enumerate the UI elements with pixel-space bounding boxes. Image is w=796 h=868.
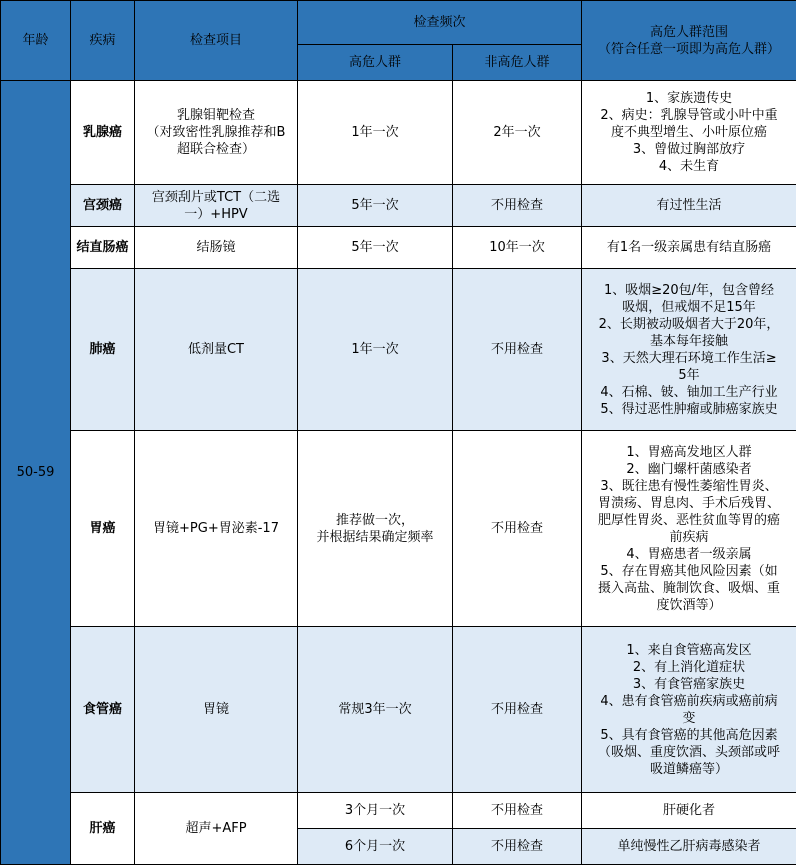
- scope-line: 胃溃疡、胃息肉、手术后残胃、: [598, 495, 781, 511]
- high-risk-frequency-cell: 6个月一次: [298, 829, 453, 865]
- scope-line: 2、幽门螺杆菌感染者: [626, 461, 752, 477]
- header-disease: 疾病: [71, 1, 135, 81]
- exam-line: 超声+AFP: [185, 821, 247, 836]
- header-exam-item: 检查项目: [135, 1, 298, 81]
- exam-line: （对致密性乳腺推荐和B: [146, 125, 286, 140]
- scope-line: 吸烟，但戒烟不足15年: [622, 299, 756, 315]
- table-row: [1, 793, 796, 829]
- table-row: [1, 269, 796, 431]
- scope-line: 4、未生育: [658, 159, 720, 174]
- scope-line: 1、家族遗传史: [645, 91, 733, 106]
- table-row: [1, 431, 796, 627]
- scope-line: 4、石棉、铍、铀加工生产行业: [600, 384, 778, 400]
- header-non-high-risk: 非高危人群: [453, 45, 582, 81]
- header-age: 年龄: [1, 1, 71, 81]
- exam-item-cell: [135, 627, 298, 793]
- scope-line: 3、既往患有慢性萎缩性胃炎、: [600, 478, 778, 494]
- disease-cell: 结直肠癌: [71, 227, 135, 269]
- non-high-risk-frequency-cell: 10年一次: [453, 227, 582, 269]
- exam-item-cell: [135, 269, 298, 431]
- non-high-risk-frequency-cell: 不用检查: [453, 793, 582, 829]
- scope-line: 5、得过恶性肿瘤或肺癌家族史: [600, 401, 778, 417]
- disease-cell: 宫颈癌: [71, 185, 135, 227]
- scope-line: 2、长期被动吸烟者大于20年，: [598, 316, 780, 332]
- non-high-risk-frequency-cell: 不用检查: [453, 431, 582, 627]
- scope-line: 3、有食管癌家族史: [632, 676, 746, 692]
- scope-line: 3、曾做过胸部放疗: [632, 142, 746, 157]
- scope-line: 4、胃癌患者一级亲属: [626, 546, 752, 562]
- disease-cell: 食管癌: [71, 627, 135, 793]
- high-risk-frequency-cell: 5年一次: [298, 185, 453, 227]
- high-risk-scope-cell: [582, 227, 796, 269]
- exam-line: 乳腺钼靶检查: [176, 108, 255, 123]
- non-high-risk-frequency-cell: 不用检查: [453, 829, 582, 865]
- scope-line: 有1名一级亲属患有结直肠癌: [606, 240, 772, 255]
- disease-cell: 肺癌: [71, 269, 135, 431]
- high-risk-scope-cell: [582, 627, 796, 793]
- scope-line: 变: [682, 710, 696, 726]
- table-row: [1, 227, 796, 269]
- table-row: [1, 185, 796, 227]
- scope-line: 5、具有食管癌的其他高危因素: [600, 727, 778, 743]
- exam-item-cell: [135, 227, 298, 269]
- scope-line: 有过性生活: [656, 198, 722, 213]
- header-high-risk: 高危人群: [298, 45, 453, 81]
- scope-line: 前疾病: [669, 529, 709, 545]
- disease-cell: 乳腺癌: [71, 81, 135, 185]
- exam-line: 宫颈刮片或TCT（二选: [151, 189, 281, 205]
- high-risk-frequency-cell: 推荐做一次， 并根据结果确定频率: [298, 431, 453, 627]
- high-risk-frequency-cell: 1年一次: [298, 269, 453, 431]
- exam-item-cell: [135, 81, 298, 185]
- scope-line: 肥厚性胃炎、恶性贫血等胃的癌: [598, 512, 781, 528]
- high-risk-frequency-cell: 5年一次: [298, 227, 453, 269]
- high-risk-scope-cell: [582, 431, 796, 627]
- age-group-cell: 50-59: [1, 81, 71, 865]
- exam-line: 低剂量CT: [187, 342, 245, 357]
- exam-line: 超联合检查）: [176, 142, 255, 157]
- high-risk-scope-cell: [582, 185, 796, 227]
- table-row: [1, 81, 796, 185]
- exam-item-cell: [135, 431, 298, 627]
- scope-line: 1、来自食管癌高发区: [626, 642, 752, 658]
- exam-line: 胃镜: [202, 702, 229, 717]
- non-high-risk-frequency-cell: 不用检查: [453, 269, 582, 431]
- scope-line: 吸道鳞癌等）: [650, 761, 729, 777]
- header-scope-title: 高危人群范围: [650, 24, 729, 40]
- high-risk-scope-cell: 肝硬化者: [582, 793, 796, 829]
- non-high-risk-frequency-cell: 不用检查: [453, 185, 582, 227]
- high-risk-frequency-cell: 1年一次: [298, 81, 453, 185]
- high-risk-scope-cell: [582, 81, 796, 185]
- high-risk-frequency-cell: 3个月一次: [298, 793, 453, 829]
- exam-item-cell: [135, 185, 298, 227]
- scope-line: （吸烟、重度饮酒、头颈部或呼: [598, 744, 781, 760]
- non-high-risk-frequency-cell: 2年一次: [453, 81, 582, 185]
- table-row: [1, 627, 796, 793]
- high-risk-scope-cell: [582, 269, 796, 431]
- header-scope-note: （符合任意一项即为高危人群）: [598, 41, 781, 57]
- non-high-risk-frequency-cell: 不用检查: [453, 627, 582, 793]
- scope-line: 5、存在胃癌其他风险因素（如: [600, 563, 778, 579]
- header-frequency: 检查频次: [298, 1, 582, 45]
- scope-line: 2、病史：乳腺导管或小叶中重: [600, 108, 778, 123]
- disease-cell: 肝癌: [71, 793, 135, 865]
- scope-line: 度饮酒等）: [656, 597, 722, 613]
- header-high-risk-scope: [582, 1, 796, 81]
- scope-line: 1、胃癌高发地区人群: [626, 444, 752, 460]
- exam-line: 结肠镜: [196, 240, 236, 255]
- scope-line: 度不典型增生、小叶原位癌: [611, 125, 768, 140]
- scope-line: 基本每年接触: [650, 333, 729, 349]
- exam-item-cell: [135, 793, 298, 865]
- scope-line: 1、吸烟≥20包/年，包含曾经: [603, 282, 775, 298]
- high-risk-frequency-cell: 常规3年一次: [298, 627, 453, 793]
- high-risk-scope-cell: 单纯慢性乙肝病毒感染者: [582, 829, 796, 865]
- disease-cell: 胃癌: [71, 431, 135, 627]
- scope-line: 5年: [678, 367, 700, 383]
- scope-line: 3、天然大理石环境工作生活≥: [601, 350, 777, 366]
- scope-line: 摄入高盐、腌制饮食、吸烟、重: [598, 580, 781, 596]
- exam-line: 一）+HPV: [184, 206, 248, 222]
- scope-line: 2、有上消化道症状: [632, 659, 746, 675]
- exam-line: 胃镜+PG+胃泌素-17: [153, 521, 279, 536]
- scope-line: 4、患有食管癌前疾病或癌前病: [600, 693, 778, 709]
